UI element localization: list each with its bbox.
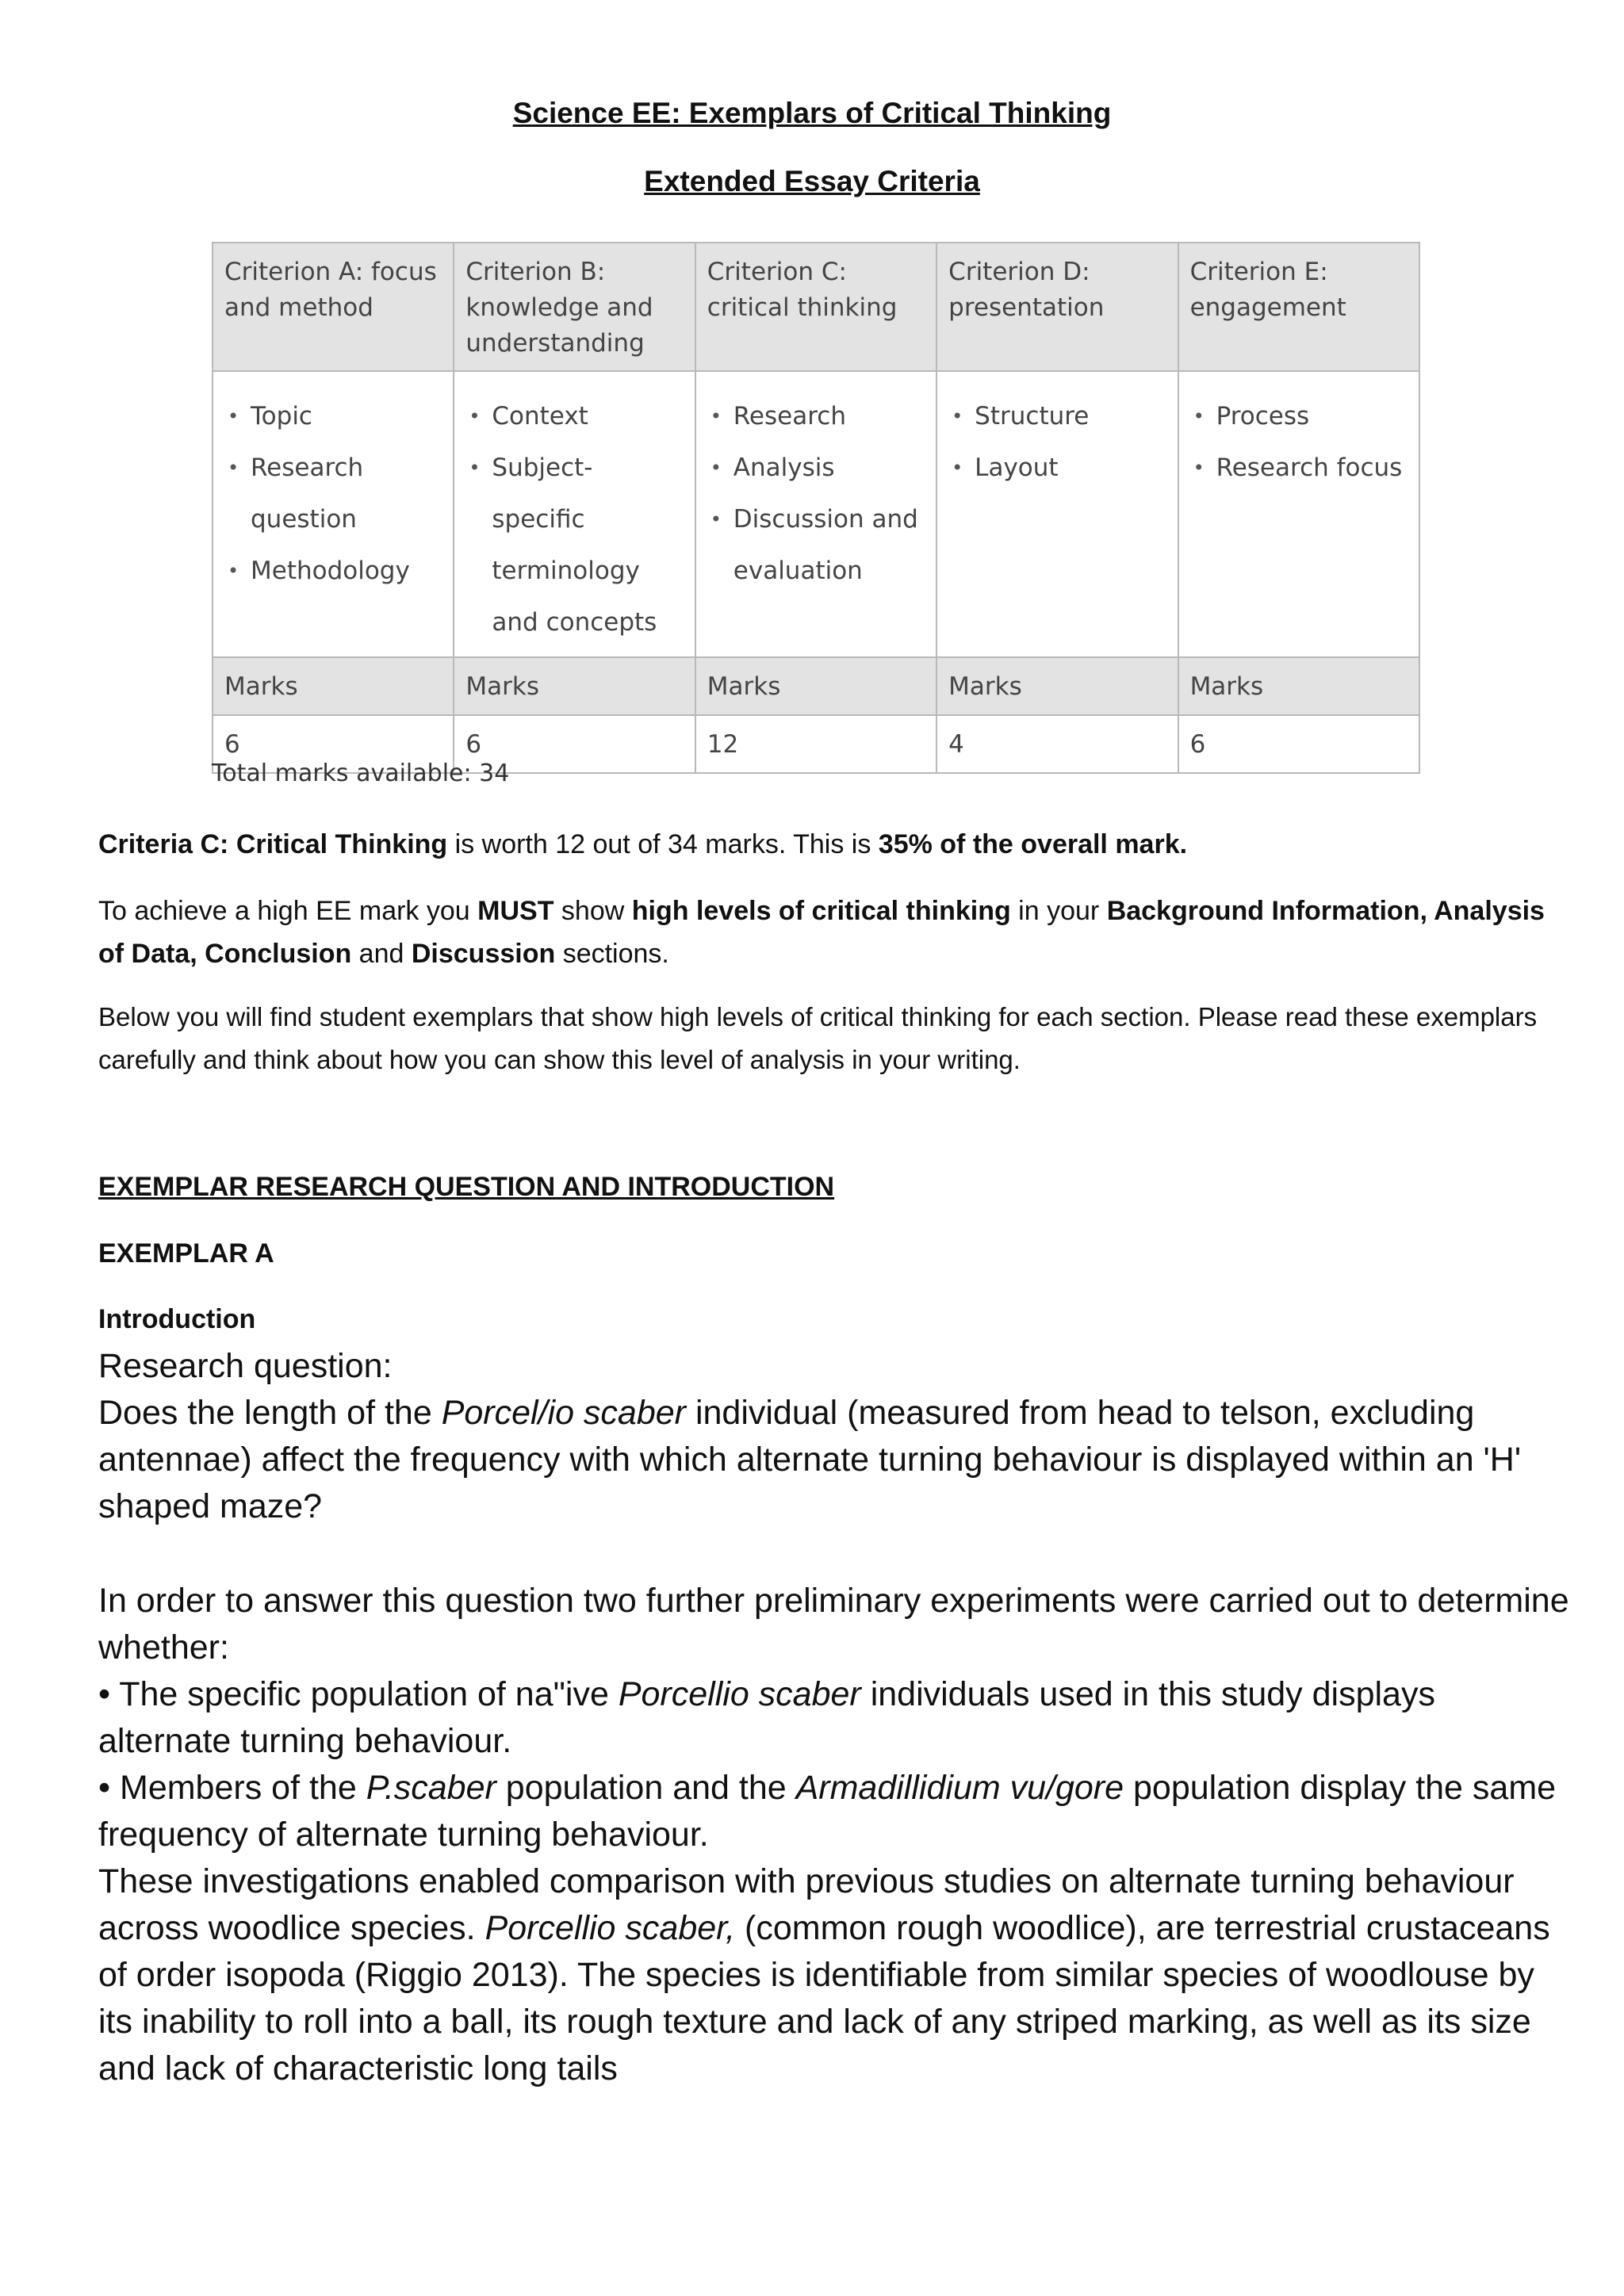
list-item: • Research question bbox=[224, 442, 370, 545]
text: in your bbox=[1010, 896, 1107, 926]
criterion-e-header: Criterion E: engagement bbox=[1178, 243, 1419, 371]
text: individuals used in this study displays alternate turning behaviour. bbox=[98, 1675, 1435, 1760]
marks-e: 6 bbox=[1178, 715, 1419, 773]
marks-b: 6 bbox=[454, 715, 695, 773]
italic-text: Porcellio scaber bbox=[618, 1675, 861, 1713]
italic-text: Porcel/io scaber bbox=[441, 1394, 686, 1432]
criteria-table bbox=[212, 242, 1420, 774]
bold-text: 35% of the overall mark. bbox=[878, 829, 1188, 859]
marks-label: Marks bbox=[1178, 657, 1419, 715]
marks-a: 6 bbox=[213, 715, 454, 773]
text: Does the length of the bbox=[98, 1394, 442, 1432]
criterion-a-header: Criterion A: focus and method bbox=[213, 243, 454, 371]
bold-text: Criteria C: Critical Thinking bbox=[98, 829, 448, 859]
paragraph-high-mark bbox=[98, 890, 1549, 975]
paragraph-criteria-c bbox=[98, 823, 1549, 866]
research-question-text bbox=[98, 1390, 1573, 1530]
document-subtitle: Extended Essay Criteria bbox=[644, 165, 980, 197]
criterion-d-items bbox=[936, 371, 1178, 657]
paragraph-exemplars-intro: Below you will find student exemplars that show high levels of critical thinking for each section. Please read these exemplars carefully and think about how you can show this level of analysis in your writing. bbox=[98, 1002, 1538, 1074]
marks-label: Marks bbox=[695, 657, 936, 715]
list-item: • Research focus bbox=[1190, 442, 1408, 494]
text: individual (measured from head to telson, excluding antennae) affect the frequency with which alternate turning behaviour is displayed within an 'H' shaped maze? bbox=[98, 1394, 1522, 1525]
criteria-header-row bbox=[213, 243, 1419, 371]
bold-text: high levels of critical thinking bbox=[631, 896, 1011, 926]
section-heading: EXEMPLAR RESEARCH QUESTION AND INTRODUCTION bbox=[98, 1172, 835, 1202]
list-item: • Subject-specific terminology and concepts bbox=[465, 442, 683, 649]
document-title: Science EE: Exemplars of Critical Thinking bbox=[512, 97, 1112, 129]
text: These investigations enabled comparison with previous studies on alternate turning behaviour across woodlice species. bbox=[98, 1862, 1515, 1947]
text: and bbox=[351, 939, 412, 969]
list-item: • Methodology bbox=[224, 545, 442, 597]
text: sections. bbox=[555, 939, 669, 969]
paragraph-preliminary: In order to answer this question two further preliminary experiments were carried out to determine whether: bbox=[98, 1582, 1569, 1667]
text: is worth 12 out of 34 marks. This is bbox=[447, 829, 879, 859]
exemplar-heading: EXEMPLAR A bbox=[98, 1238, 274, 1269]
text: • The specific population of na"ive bbox=[98, 1675, 619, 1713]
list-item: • Process bbox=[1190, 391, 1408, 442]
italic-text: Armadillidium vu/gore bbox=[795, 1769, 1124, 1807]
marks-label: Marks bbox=[213, 657, 454, 715]
criterion-d-header: Criterion D: presentation bbox=[936, 243, 1178, 371]
marks-d: 4 bbox=[936, 715, 1178, 773]
criterion-b-items bbox=[454, 371, 695, 657]
list-item: • Discussion and evaluation bbox=[707, 494, 925, 597]
list-item: • Structure bbox=[948, 391, 1166, 442]
list-item: • Topic bbox=[224, 391, 442, 442]
list-item: • Layout bbox=[948, 442, 1166, 494]
paragraph-investigations bbox=[98, 1858, 1573, 2092]
criteria-items-row bbox=[213, 371, 1419, 657]
italic-text: P.scaber bbox=[366, 1769, 496, 1807]
text: population and the bbox=[496, 1769, 796, 1807]
introduction-heading: Introduction bbox=[98, 1304, 256, 1334]
italic-text: Porcellio scaber, bbox=[485, 1909, 736, 1947]
list-item: • Context bbox=[465, 391, 683, 442]
bold-text: Discussion bbox=[411, 939, 556, 969]
list-item: • Research bbox=[707, 391, 925, 442]
text: To achieve a high EE mark you bbox=[98, 896, 478, 926]
bullet-item-2 bbox=[98, 1765, 1573, 1858]
research-question-label: Research question: bbox=[98, 1347, 393, 1385]
text: population display the same frequency of alternate turning behaviour. bbox=[98, 1769, 1557, 1854]
criterion-c-items bbox=[695, 371, 936, 657]
bold-text: MUST bbox=[477, 896, 554, 926]
list-item: • Analysis bbox=[707, 442, 925, 494]
criterion-e-items bbox=[1178, 371, 1419, 657]
text: show bbox=[553, 896, 632, 926]
bullet-item-1 bbox=[98, 1671, 1573, 1765]
bold-text: Background Information, Analysis of Data, Conclusion bbox=[98, 896, 1545, 969]
text: • Members of the bbox=[98, 1769, 366, 1807]
total-marks: Total marks available: 34 bbox=[212, 760, 510, 787]
criterion-c-header: Criterion C: critical thinking bbox=[695, 243, 936, 371]
marks-label: Marks bbox=[936, 657, 1178, 715]
criterion-b-header: Criterion B: knowledge and understanding bbox=[454, 243, 695, 371]
criterion-a-items bbox=[213, 371, 454, 657]
marks-c: 12 bbox=[695, 715, 936, 773]
text: (common rough woodlice), are terrestrial crustaceans of order isopoda (Riggio 2013). The species is identifiable from similar species of woodlouse by its inability to roll into a ball, its rough texture and lack of any striped marking, as well as its size and lack of characteristic long tails bbox=[98, 1909, 1550, 2087]
marks-header-row bbox=[213, 657, 1419, 715]
marks-label: Marks bbox=[454, 657, 695, 715]
